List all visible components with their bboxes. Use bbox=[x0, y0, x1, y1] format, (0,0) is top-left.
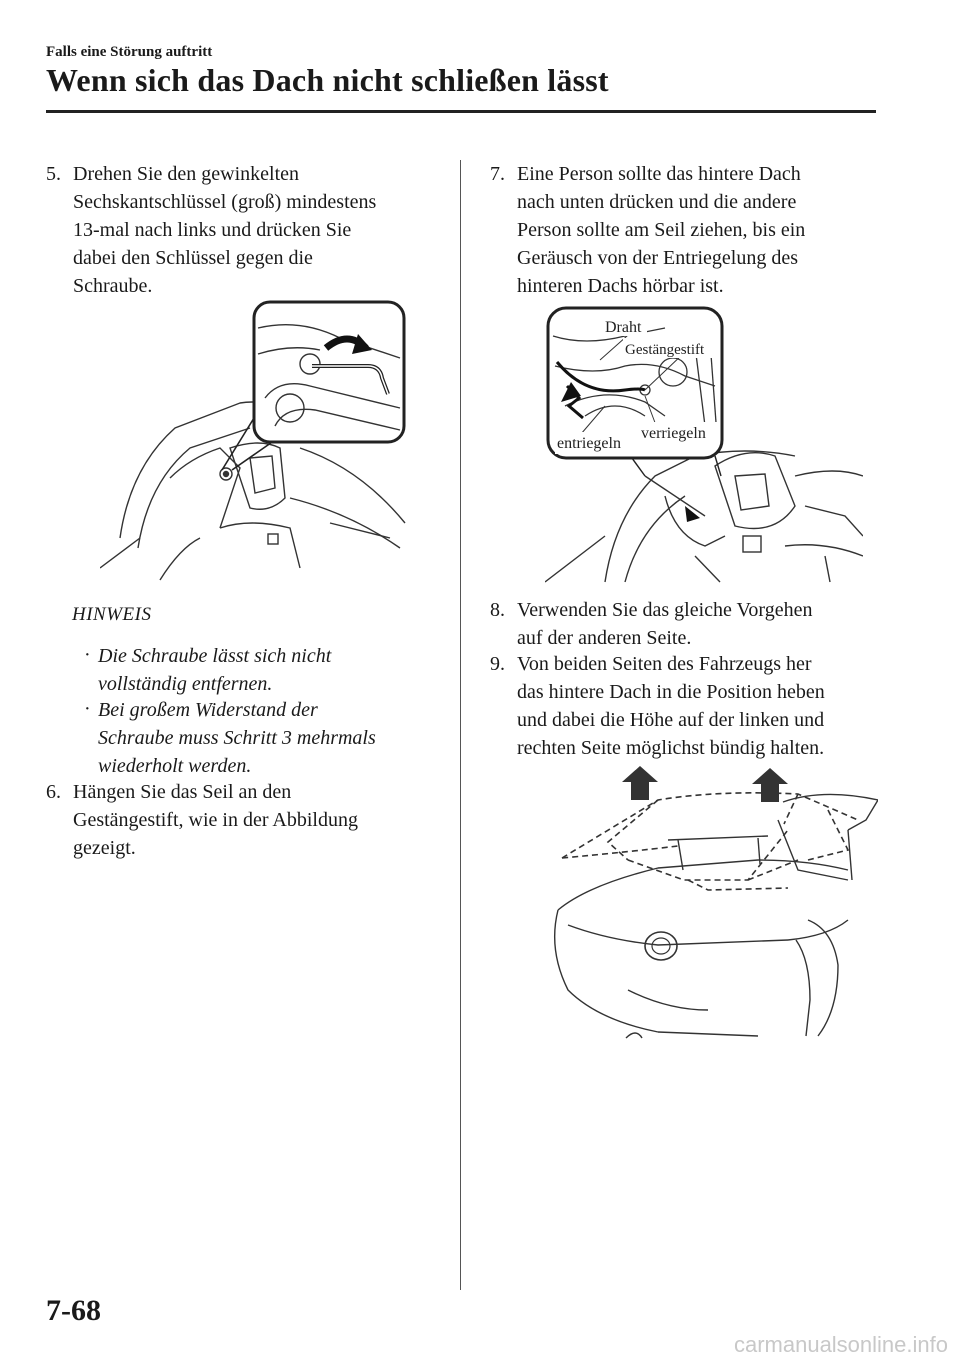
title-rule bbox=[46, 110, 876, 113]
label-linkage-pin: Gestängestift bbox=[625, 342, 705, 358]
step-line: hinteren Dachs hörbar ist. bbox=[517, 275, 724, 297]
page-number: 7-68 bbox=[46, 1294, 101, 1327]
step-line: auf der anderen Seite. bbox=[517, 627, 692, 649]
figure-lift-rear-roof bbox=[548, 760, 878, 1044]
step-line: dabei den Schlüssel gegen die bbox=[73, 247, 313, 269]
bullet-glyph: · bbox=[84, 698, 91, 720]
note-title: HINWEIS bbox=[72, 604, 152, 625]
note-bullet-1 bbox=[84, 642, 424, 698]
step-line: Geräusch von der Entriegelung des bbox=[517, 247, 799, 269]
watermark: carmanualsonline.info bbox=[733, 1332, 948, 1357]
step-9 bbox=[490, 650, 900, 762]
step-line: Eine Person sollte das hintere Dach bbox=[517, 163, 801, 185]
step-line: das hintere Dach in die Position heben bbox=[517, 681, 825, 703]
figure-hex-key-screw bbox=[100, 298, 410, 584]
step-line: Drehen Sie den gewinkelten bbox=[73, 163, 300, 185]
step-line: Gestängestift, wie in der Abbildung bbox=[73, 809, 358, 831]
step-number: 9. bbox=[490, 653, 505, 675]
label-lock: verriegeln bbox=[641, 425, 706, 442]
label-wire: Draht bbox=[605, 319, 642, 336]
step-line: 13-mal nach links und drücken Sie bbox=[73, 219, 352, 241]
column-divider bbox=[460, 160, 461, 1290]
section-label: Falls eine Störung auftritt bbox=[46, 44, 213, 60]
step-number: 8. bbox=[490, 599, 505, 621]
figure-wire-linkage-pin bbox=[545, 306, 863, 586]
step-line: Person sollte am Seil ziehen, bis ein bbox=[517, 219, 806, 241]
note-line: vollständig entfernen. bbox=[98, 673, 273, 695]
step-line: Hängen Sie das Seil an den bbox=[73, 781, 292, 803]
step-number: 6. bbox=[46, 781, 61, 803]
step-line: nach unten drücken und die andere bbox=[517, 191, 797, 213]
step-7 bbox=[490, 160, 890, 300]
step-line: und dabei die Höhe auf der linken und bbox=[517, 709, 825, 731]
step-6 bbox=[46, 778, 446, 862]
note-line: Schraube muss Schritt 3 mehrmals bbox=[98, 727, 376, 749]
label-unlock: entriegeln bbox=[557, 435, 621, 452]
step-line: Verwenden Sie das gleiche Vorgehen bbox=[517, 599, 813, 621]
note-line: Die Schraube lässt sich nicht bbox=[98, 645, 332, 667]
step-number: 5. bbox=[46, 163, 61, 185]
step-5 bbox=[46, 160, 446, 300]
step-line: Von beiden Seiten des Fahrzeugs her bbox=[517, 653, 812, 675]
note-line: Bei großem Widerstand der bbox=[98, 699, 318, 721]
step-8 bbox=[490, 596, 890, 652]
step-line: rechten Seite möglichst bündig halten. bbox=[517, 737, 825, 759]
page-title: Wenn sich das Dach nicht schließen lässt bbox=[46, 62, 609, 98]
note-line: wiederholt werden. bbox=[98, 755, 252, 777]
step-line: gezeigt. bbox=[73, 837, 136, 859]
note-bullet-2 bbox=[84, 696, 424, 780]
step-line: Schraube. bbox=[73, 275, 153, 297]
bullet-glyph: · bbox=[84, 644, 91, 666]
step-line: Sechskantschlüssel (groß) mindestens bbox=[73, 191, 377, 213]
step-number: 7. bbox=[490, 163, 505, 185]
